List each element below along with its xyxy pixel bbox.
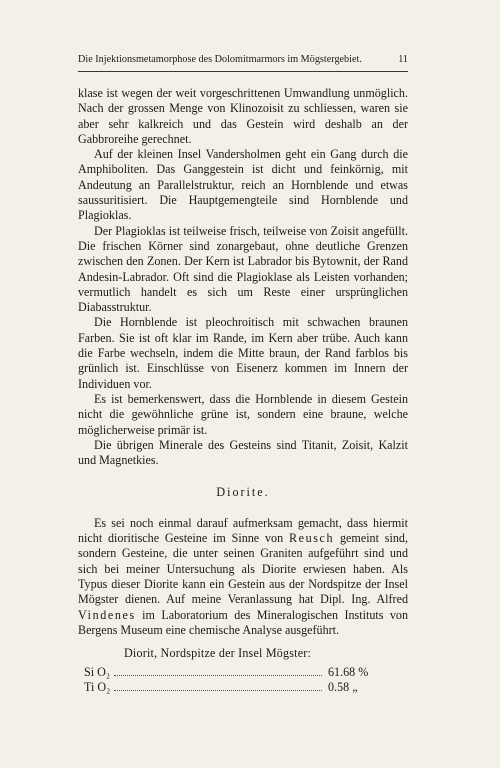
paragraph [78, 516, 408, 638]
page-body [78, 86, 408, 695]
text-run: im Laboratorium des Mineralogischen Instituts von Bergens Museum eine chemische Analyse ausgeführt. [78, 607, 408, 637]
author-name: Reusch [288, 531, 335, 546]
row-value: 0.58 „ [328, 680, 358, 695]
paragraph: Die Hornblende ist pleochroitisch mit schwachen braunen Farben. Sie ist oft klar im Rande, im Kern aber trübe. Auch kann die Farbe wechseln, indem die Mitte braun, der Rand farblos bis grünlich ist. Einschlüsse von Eisenerz kommen im Innern der Individuen vor. [78, 315, 408, 391]
dot-leader [114, 675, 322, 676]
text-run: Es sei noch einmal darauf aufmerksam gemacht, dass hiermit nicht dioritische Gesteine im Sinne von [78, 515, 408, 546]
paragraph: Es ist bemerkenswert, dass die Hornblende in diesem Gestein nicht die gewöhnliche grüne ist, sondern eine braune, welche möglicherweise primär ist. [78, 391, 408, 437]
analysis-row [78, 665, 408, 680]
text-run: gemeint sind, sondern Gesteine, die unter seinen Graniten aufgeführt sind und sich bei meiner Untersuchung als Diorite erwiesen haben. Als Typus dieser Diorite kann ein Gestein aus der Nordspitze der Insel Mögster dienen. Auf meine Veranlassung hat Dipl. Ing. Alfred [78, 531, 408, 607]
row-label: Ti O₂ [84, 680, 111, 695]
analysis-table [78, 646, 408, 695]
analysis-title: Diorit, Nordspitze der Insel Mögster: [124, 646, 312, 661]
running-header [78, 53, 408, 67]
author-name: Vindenes [78, 607, 136, 622]
running-title: Die Injektionsmetamorphose des Dolomitmarmors im Mögstergebiet. [78, 54, 362, 65]
analysis-row [78, 680, 408, 695]
header-rule [78, 71, 408, 72]
section-heading: Diorite. [216, 485, 270, 500]
paragraph: klase ist wegen der weit vorgeschrittenen Umwandlung unmöglich. Nach der grossen Menge von Klinozoisit zu schliessen, waren sie aber sehr kalkreich und das Gestein wird deshalb an der Gabbroreihe gerechnet. [78, 86, 408, 146]
row-label: Si O₂ [84, 665, 111, 680]
paragraph: Die übrigen Minerale des Gesteins sind Titanit, Zoisit, Kalzit und Magnetkies. [78, 437, 408, 468]
paragraph: Der Plagioklas ist teilweise frisch, teilweise von Zoisit angefüllt. Die frischen Körner sind zonargebaut, ohne deutliche Grenzen zwischen den Zonen. Der Kern ist Labrador bis Bytownit, der Rand Andesin-Labrador. Oft sind die Plagioklase als Leisten vorhanden; vermutlich handelt es sich um Reste einer ursprünglichen Diabasstruktur. [78, 223, 408, 315]
dot-leader [114, 690, 322, 691]
paragraph: Auf der kleinen Insel Vandersholmen geht ein Gang durch die Amphiboliten. Das Ganggestein ist dicht und feinkörnig, mit Andeutung an Parallelstruktur, reich an Hornblende und etwas saussuritisiert. Die Hauptgemengteile sind Hornblende und Plagioklas. [78, 147, 408, 223]
row-value: 61.68 % [328, 665, 369, 680]
page-number: 11 [398, 54, 408, 65]
